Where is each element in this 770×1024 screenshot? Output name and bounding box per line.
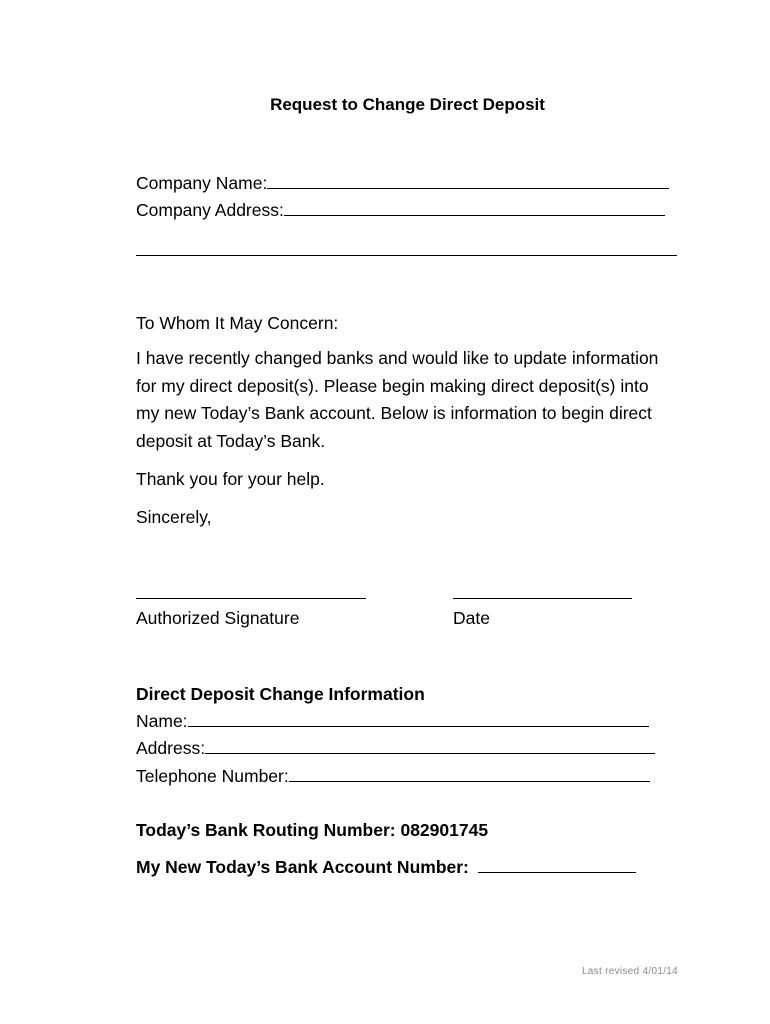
telephone-field[interactable] — [289, 766, 650, 782]
revision-note: Last revised 4/01/14 — [581, 966, 678, 977]
company-name-label: Company Name: — [136, 173, 268, 193]
company-address-row — [136, 199, 665, 221]
address-row — [136, 737, 655, 759]
address-field[interactable] — [205, 738, 655, 754]
account-number-label: My New Today’s Bank Account Number: — [136, 857, 469, 877]
telephone-label: Telephone Number: — [136, 766, 289, 786]
name-row — [136, 710, 649, 732]
name-field[interactable] — [188, 711, 649, 727]
company-address-field[interactable] — [284, 200, 665, 216]
body-paragraph: I have recently changed banks and would like to update information for my direct deposit(s). Please begin making direct deposit(s) into my new Today’s Bank account. Below is information to begin direct deposit at Today’s Bank. — [136, 348, 659, 451]
date-label: Date — [453, 608, 490, 628]
signature-field[interactable] — [136, 598, 366, 599]
company-address-line-2-row — [136, 239, 677, 261]
signature-label: Authorized Signature — [136, 608, 300, 628]
company-address-line-2-field[interactable] — [136, 240, 677, 256]
section-heading: Direct Deposit Change Information — [136, 684, 425, 704]
company-name-row — [136, 172, 669, 194]
company-name-field[interactable] — [267, 173, 669, 189]
closing-line: Sincerely, — [136, 507, 212, 527]
address-label: Address: — [136, 738, 206, 758]
thanks-line: Thank you for your help. — [136, 469, 325, 489]
company-address-label: Company Address: — [136, 200, 284, 220]
account-number-row — [136, 856, 636, 878]
document-title: Request to Change Direct Deposit — [270, 95, 545, 114]
name-label: Name: — [136, 711, 188, 731]
salutation: To Whom It May Concern: — [136, 313, 339, 333]
date-field[interactable] — [453, 598, 632, 599]
account-number-field[interactable] — [478, 857, 636, 873]
routing-number-line: Today’s Bank Routing Number: 082901745 — [136, 820, 489, 840]
telephone-row — [136, 765, 650, 787]
